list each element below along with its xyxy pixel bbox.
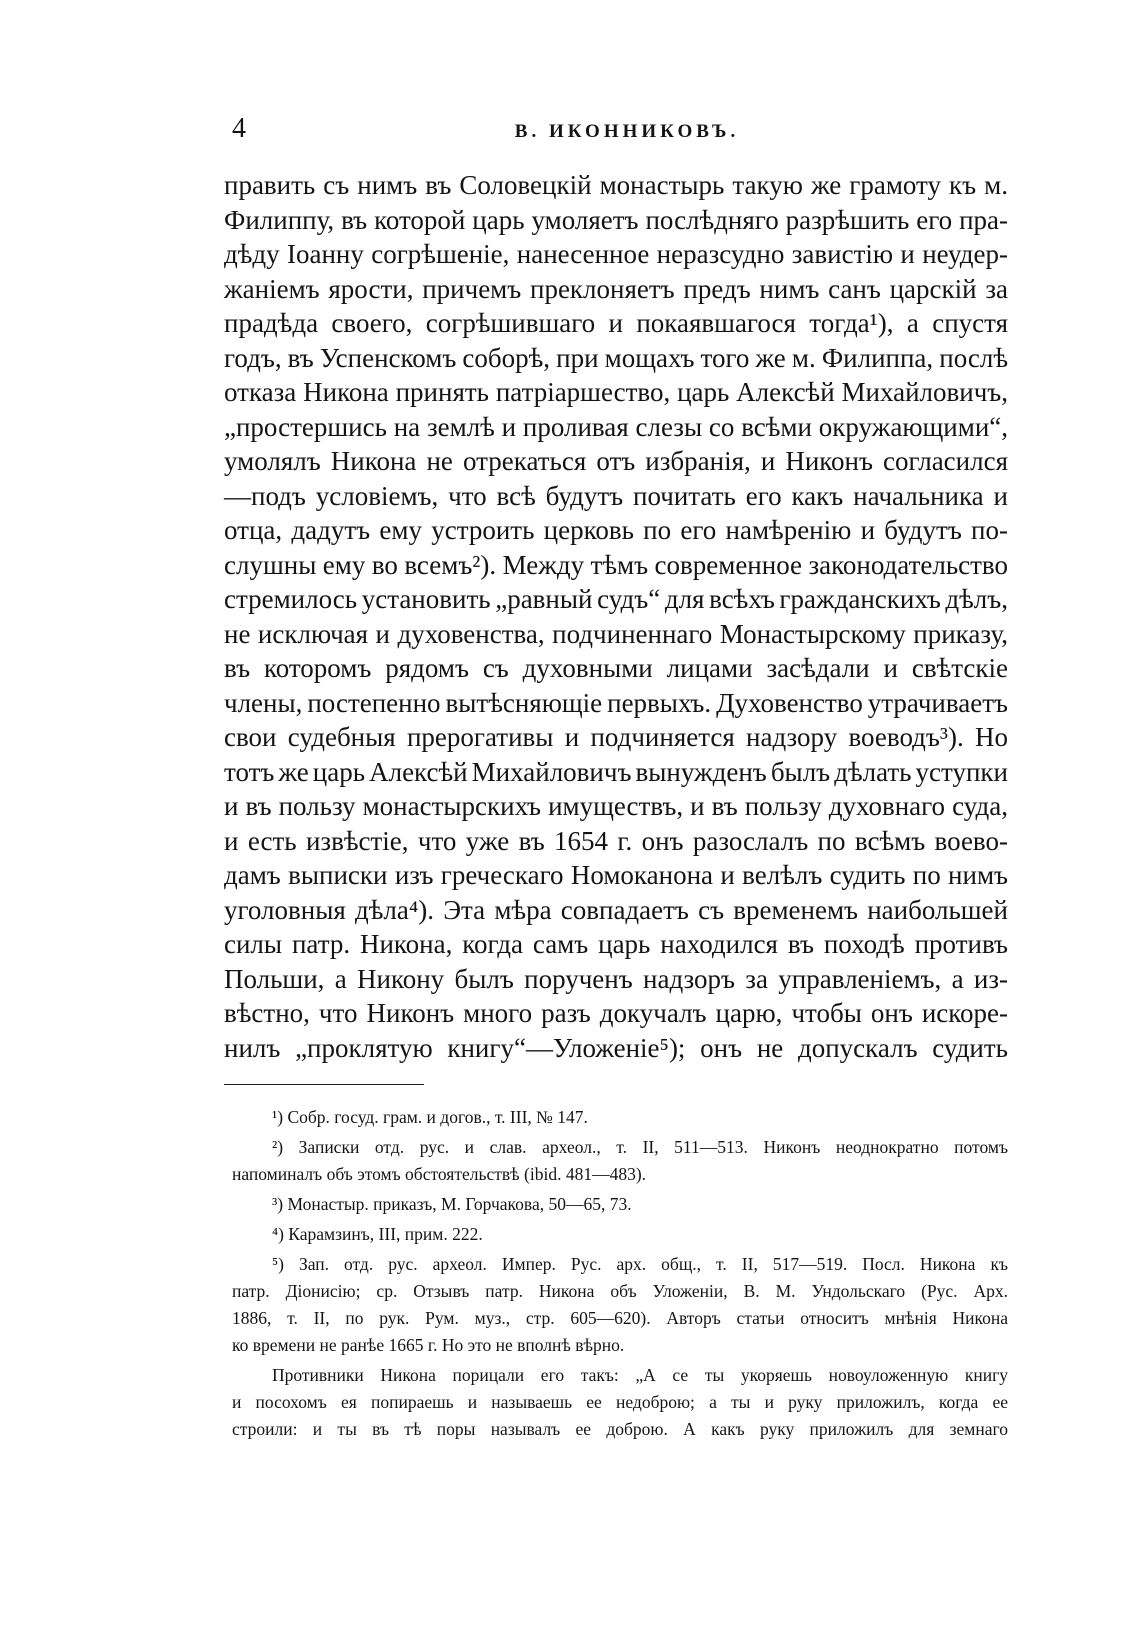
footnote-line: ²) Записки отд. рус. и слав. археол., т. II, 511—513. Никонъ неоднократно потомъ <box>272 1137 1008 1157</box>
body-line: уголовныя дѣла⁴). Эта мѣра совпадаетъ съ временемъ наибольшей <box>224 894 1008 925</box>
footnote-line: ⁵) Зап. отд. рус. археол. Импер. Рус. арх. общ., т. II, 517—519. Посл. Никона къ <box>272 1254 1008 1274</box>
main-text <box>224 168 1008 1065</box>
footnote-line: ⁴) Карамзинъ, III, прим. 222. <box>272 1224 483 1244</box>
body-line: жаніемъ ярости, причемъ преклоняетъ предъ нимъ санъ царскій за <box>224 273 1008 304</box>
footnote <box>232 1221 1008 1248</box>
footnote <box>232 1134 1008 1188</box>
body-line: не исключая и духовенства, подчиненнаго Монастырскому приказу, <box>224 618 1008 649</box>
footnotes <box>232 1104 1008 1446</box>
footnote-line: напоминалъ объ этомъ обстоятельствѣ (ibid. 481—483). <box>232 1164 647 1184</box>
body-line: „простершись на землѣ и проливая слезы со всѣми окружающими“, <box>224 411 1008 442</box>
body-line: умолялъ Никона не отрекаться отъ избранія, и Никонъ согласился <box>224 446 1008 476</box>
footnote-line: ко времени не ранѣе 1665 г. Но это не вполнѣ вѣрно. <box>232 1335 625 1355</box>
footnote-line: патр. Діонисію; ср. Отзывъ патр. Никона объ Уложеніи, В. М. Ундольскаго (Рус. Арх. <box>232 1281 1008 1301</box>
body-line: свои судебныя прерогативы и подчиняется надзору воеводъ³). Но <box>224 722 1008 752</box>
footnote-line: и посохомъ ея попираешь и называешь ее недоброю; а ты и руку приложилъ, когда ее <box>232 1392 1008 1412</box>
body-line: и есть извѣстіе, что уже въ 1654 г. онъ разослалъ по всѣмъ воево- <box>224 825 1008 856</box>
body-line: дѣду Іоанну согрѣшеніе, нанесенное неразсудно завистію и неудер- <box>224 239 1008 269</box>
body-line: отца, дадутъ ему устроить церковь по его намѣренію и будутъ по- <box>224 515 1008 545</box>
body-line: члены, постепенно вытѣсняющіе первыхъ. Духовенство утрачиваетъ <box>224 687 1008 718</box>
body-line: тотъ же царь Алексѣй Михайловичъ вынужденъ былъ дѣлать уступки <box>224 756 1008 787</box>
body-line: нилъ „проклятую книгу“—Уложеніе⁵); онъ не допускалъ судить <box>224 1032 1008 1063</box>
page-header <box>232 113 1022 153</box>
body-line: править съ нимъ въ Соловецкій монастырь такую же грамоту къ м. <box>224 170 1008 200</box>
body-line: отказа Никона принять патріаршество, царь Алексѣй Михайловичъ, <box>224 377 1008 407</box>
body-line: въ которомъ рядомъ съ духовными лицами засѣдали и свѣтскіе <box>224 653 1008 683</box>
footnote-line: ¹) Собр. госуд. грам. и догов., т. III, № 147. <box>272 1107 588 1127</box>
body-line: и въ пользу монастырскихъ имуществъ, и въ пользу духовнаго суда, <box>224 791 1008 821</box>
body-line: дамъ выписки изъ греческаго Номоканона и велѣлъ судить по нимъ <box>224 860 1008 890</box>
body-line: слушны ему во всемъ²). Между тѣмъ современное законодательство <box>224 549 1008 580</box>
footnote-line: ³) Монастыр. приказъ, М. Горчакова, 50—65, 73. <box>272 1194 632 1214</box>
running-title: В. ИКОННИКОВЪ. <box>514 121 740 142</box>
body-line: вѣстно, что Никонъ много разъ докучалъ царю, чтобы онъ искоре- <box>224 998 1008 1028</box>
footnote <box>232 1104 1008 1131</box>
footnote-separator <box>224 1084 424 1085</box>
footnote <box>232 1251 1008 1359</box>
body-line: —подъ условіемъ, что всѣ будутъ почитать его какъ начальника и <box>224 480 1008 511</box>
page-number: 4 <box>232 113 246 144</box>
body-line: Польши, а Никону былъ порученъ надзоръ за управленіемъ, а из- <box>224 963 1008 994</box>
body-line: годъ, въ Успенскомъ соборѣ, при мощахъ того же м. Филиппа, послѣ <box>224 342 1008 373</box>
body-line: прадѣда своего, согрѣшившаго и покаявшагося тогда¹), а спустя <box>224 308 1008 338</box>
footnote-line: 1886, т. II, по рук. Рум. муз., стр. 605—620). Авторъ статьи относитъ мнѣнія Никона <box>232 1308 1008 1328</box>
footnote <box>232 1362 1008 1443</box>
footnote-line: строили: и ты въ тѣ поры называлъ ее доброю. А какъ руку приложилъ для земнаго <box>232 1419 1008 1439</box>
footnote <box>232 1191 1008 1218</box>
body-line: стремилось установить „равный судъ“ для всѣхъ гражданскихъ дѣлъ, <box>224 584 1008 614</box>
body-line: Филиппу, въ которой царь умоляетъ послѣдняго разрѣшить его пра- <box>224 204 1008 235</box>
footnote-line: Противники Никона порицали его такъ: „А се ты укоряешь новоуложенную книгу <box>272 1365 1008 1385</box>
body-line: силы патр. Никона, когда самъ царь находился въ походѣ противъ <box>224 929 1008 959</box>
